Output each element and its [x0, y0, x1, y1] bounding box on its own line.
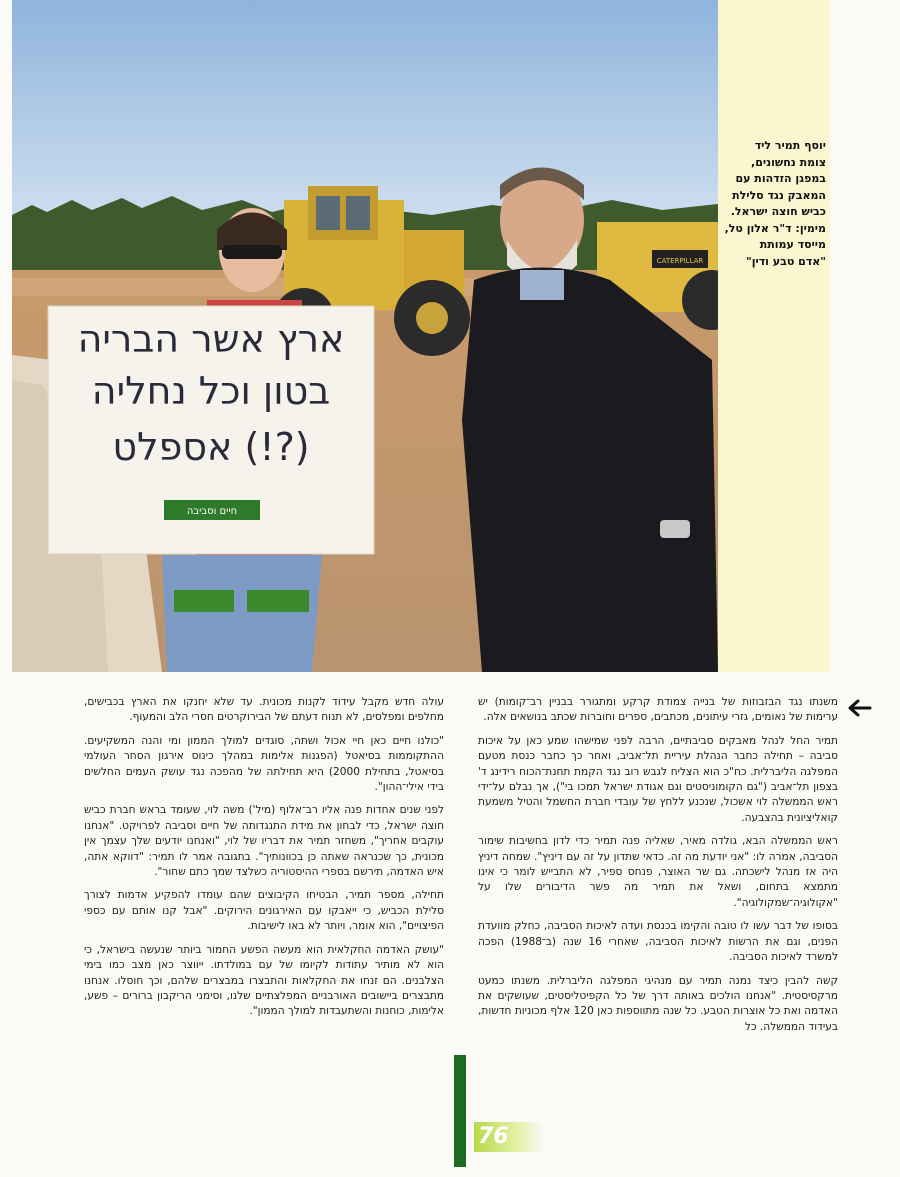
article-paragraph: קשה להבין כיצד נמנה תמיר עם מנהיגי המפלגה הליברלית. משנתו כמעט מרקסיסטית. "אנחנו הולכים באותה דרך של כל הקפיטליסטים, שעושקים את האדמה ואת כל אוצרות הטבע. כל שנה מתווספות כאן 120 אלף מכוניות חדשות, בעידוד הממשלה. כל [478, 974, 838, 1033]
article-paragraph: משנתו נגד הבזבוזות של בנייה צמודת קרקע ומתגורר בבניין רב־קומות) יש ערימות של נאומים, גזרי עיתונים, מכתבים, ספרים וחוברות שכתב בנושאים אלה. [478, 696, 838, 724]
sign-line-2: בטון וכל נחליה [91, 369, 331, 413]
sign-logo: חיים וסביבה [186, 506, 238, 517]
caption-line: מימין: ד"ר אלון טל, [724, 221, 826, 235]
article-paragraph: לפני שנים אחדות פנה אליו רב־אלוף (מיל') משה לוי, שעומד בראש חברת כביש חוצה ישראל, כדי לבחון את מידת התנגדותה של חיים וסביבה לפרויקט. "אנחנו עוקבים אחריך", משחזר תמיר את דבריו של לוי, "ואנחנו יודעים שלך עצמך אין מכונית, כך שכנראה שאתה כן בכוונותיך". בתגובה אמר לו תמיר: "דווקא אתה, איש האדמה, תירשם בספרי ההיסטוריה כשלצד שמך כתם שחור". [84, 804, 444, 879]
article-photo [12, 0, 718, 672]
column-divider-bar [454, 1055, 466, 1167]
caption-line: המאבק נגד סלילת [732, 188, 826, 202]
caption-line: במפגן הזדהות עם [735, 172, 826, 185]
caption-line: כביש חוצה ישראל. [730, 205, 826, 218]
caption-line: יוסף תמיר ליד [754, 139, 826, 152]
arrow-left-icon [846, 698, 872, 718]
article-paragraph: "עושק האדמה החקלאית הוא מעשה הפשע החמור ביותר שנעשה בישראל, כי הוא לא מותיר עתודות לקיומו של עם במולדתו. ייווצר כאן מצב כמו בימי הצלבנים. הם זנחו את החקלאות והתבצרו במבצרים שלהם, וכך חוסלו. אנחנו מתבצרים ביישובים האורבניים המפלצתיים שלנו, וסימני הריקבון ברורים – פשע, אלימות, כוחנות והשתעבדות למולך הממון". [84, 943, 444, 1018]
article-paragraph: תחילה, מספר תמיר, הבטיחו הקיבוצים שהם עומדו להפקיע אדמות לצורך סלילת הכביש, כי ייאבקו עם האירגונים הירוקים. "אבל קנו אותם עם כספי הפיצויים", הוא אומר, ויותר לא באו לישיבות. [84, 889, 444, 933]
article-paragraph: עולה חדש מקבל עידוד לקנות מכונית. עד שלא יחנקו את הארץ בכבישים, מחלפים ומפלסים, לא תנוח דעתם של הבירוקרטים חסרי הלב והמעוף. [84, 696, 444, 724]
article-paragraph: בסופו של דבר עשו לו טובה והקימו בכנסת ועדה לאיכות הסביבה, כחלק מוועדת הפנים, וגם את הרשות לאיכות הסביבה, שאחרי 16 שנה (ב־1988) הפכה למשרד לאיכות הסביבה. [478, 920, 839, 964]
caption-line: צומת נחשונים, [751, 155, 826, 169]
photo-caption [726, 138, 826, 270]
sign-line-1: ארץ אשר הבריה [77, 317, 345, 361]
caption-sidebar [718, 0, 830, 672]
machine-label: CATERPILLAR [656, 257, 704, 265]
caption-line: מייסד עמותת [759, 238, 826, 251]
article-paragraph: ראש הממשלה הבא, גולדה מאיר, שאליה פנה תמיר כדי לדון בחשיבות שימור הסביבה, אמרה לו: "אני יודעת מה זה. כדאי שתדון על זה עם דיניץ". שמחה דיניץ היה אז מנהל לישכתה. גם שר האוצר, פנחס ספיר, לא התבייש לומר כי אינו מתמצא בתחום, ושאל את תמיר מה פשר הדיבורים שלו על "אקולוגיה־שמקולוגיה". [478, 835, 838, 909]
article-paragraph: תמיר החל לנהל מאבקים סביבתיים, הרבה לפני שמישהו שמע כאן על איכות סביבה – תחילה כחבר הנהלת עיריית תל־אביב, ואחר כך כחבר כנסת מטעם המפלגה הליברלית. כח"כ הוא הצליח לגבש רוב נגד הקמת תחנת־הכוח רידינג ד' בצפון תל־אביב ("גם הקומוניסטים וגם אגודת ישראל תמכו בי"), אך נבלם על־ידי ראש הממשלה לוי אשכול, שנכנע ללחץ של עובדי חברת החשמל והטיל משמעת קואליציונית בהצבעה. [478, 734, 838, 824]
article-paragraph: "כולנו חיים כאן חיי אכול ושתה, סוגדים למולך הממון ומי והנה המשקיעים. ההתקוממות בסיאטל (הפגנות אלימות במהלך כינוס אירגון הסחר העולמי בסיאטל, בתחילת 2000) היא תחילתה של מהפכה נגד עושק העמים החלשים בידי אילי־ההון". [84, 734, 445, 794]
caption-line: "אדם טבע ודין" [745, 254, 826, 268]
sign-line-3: (?!) אספלט [112, 425, 310, 469]
page-number: 76 [474, 1122, 544, 1152]
article-column-right [478, 695, 838, 1043]
article-column-left [84, 695, 444, 1028]
protest-sign [48, 306, 374, 554]
